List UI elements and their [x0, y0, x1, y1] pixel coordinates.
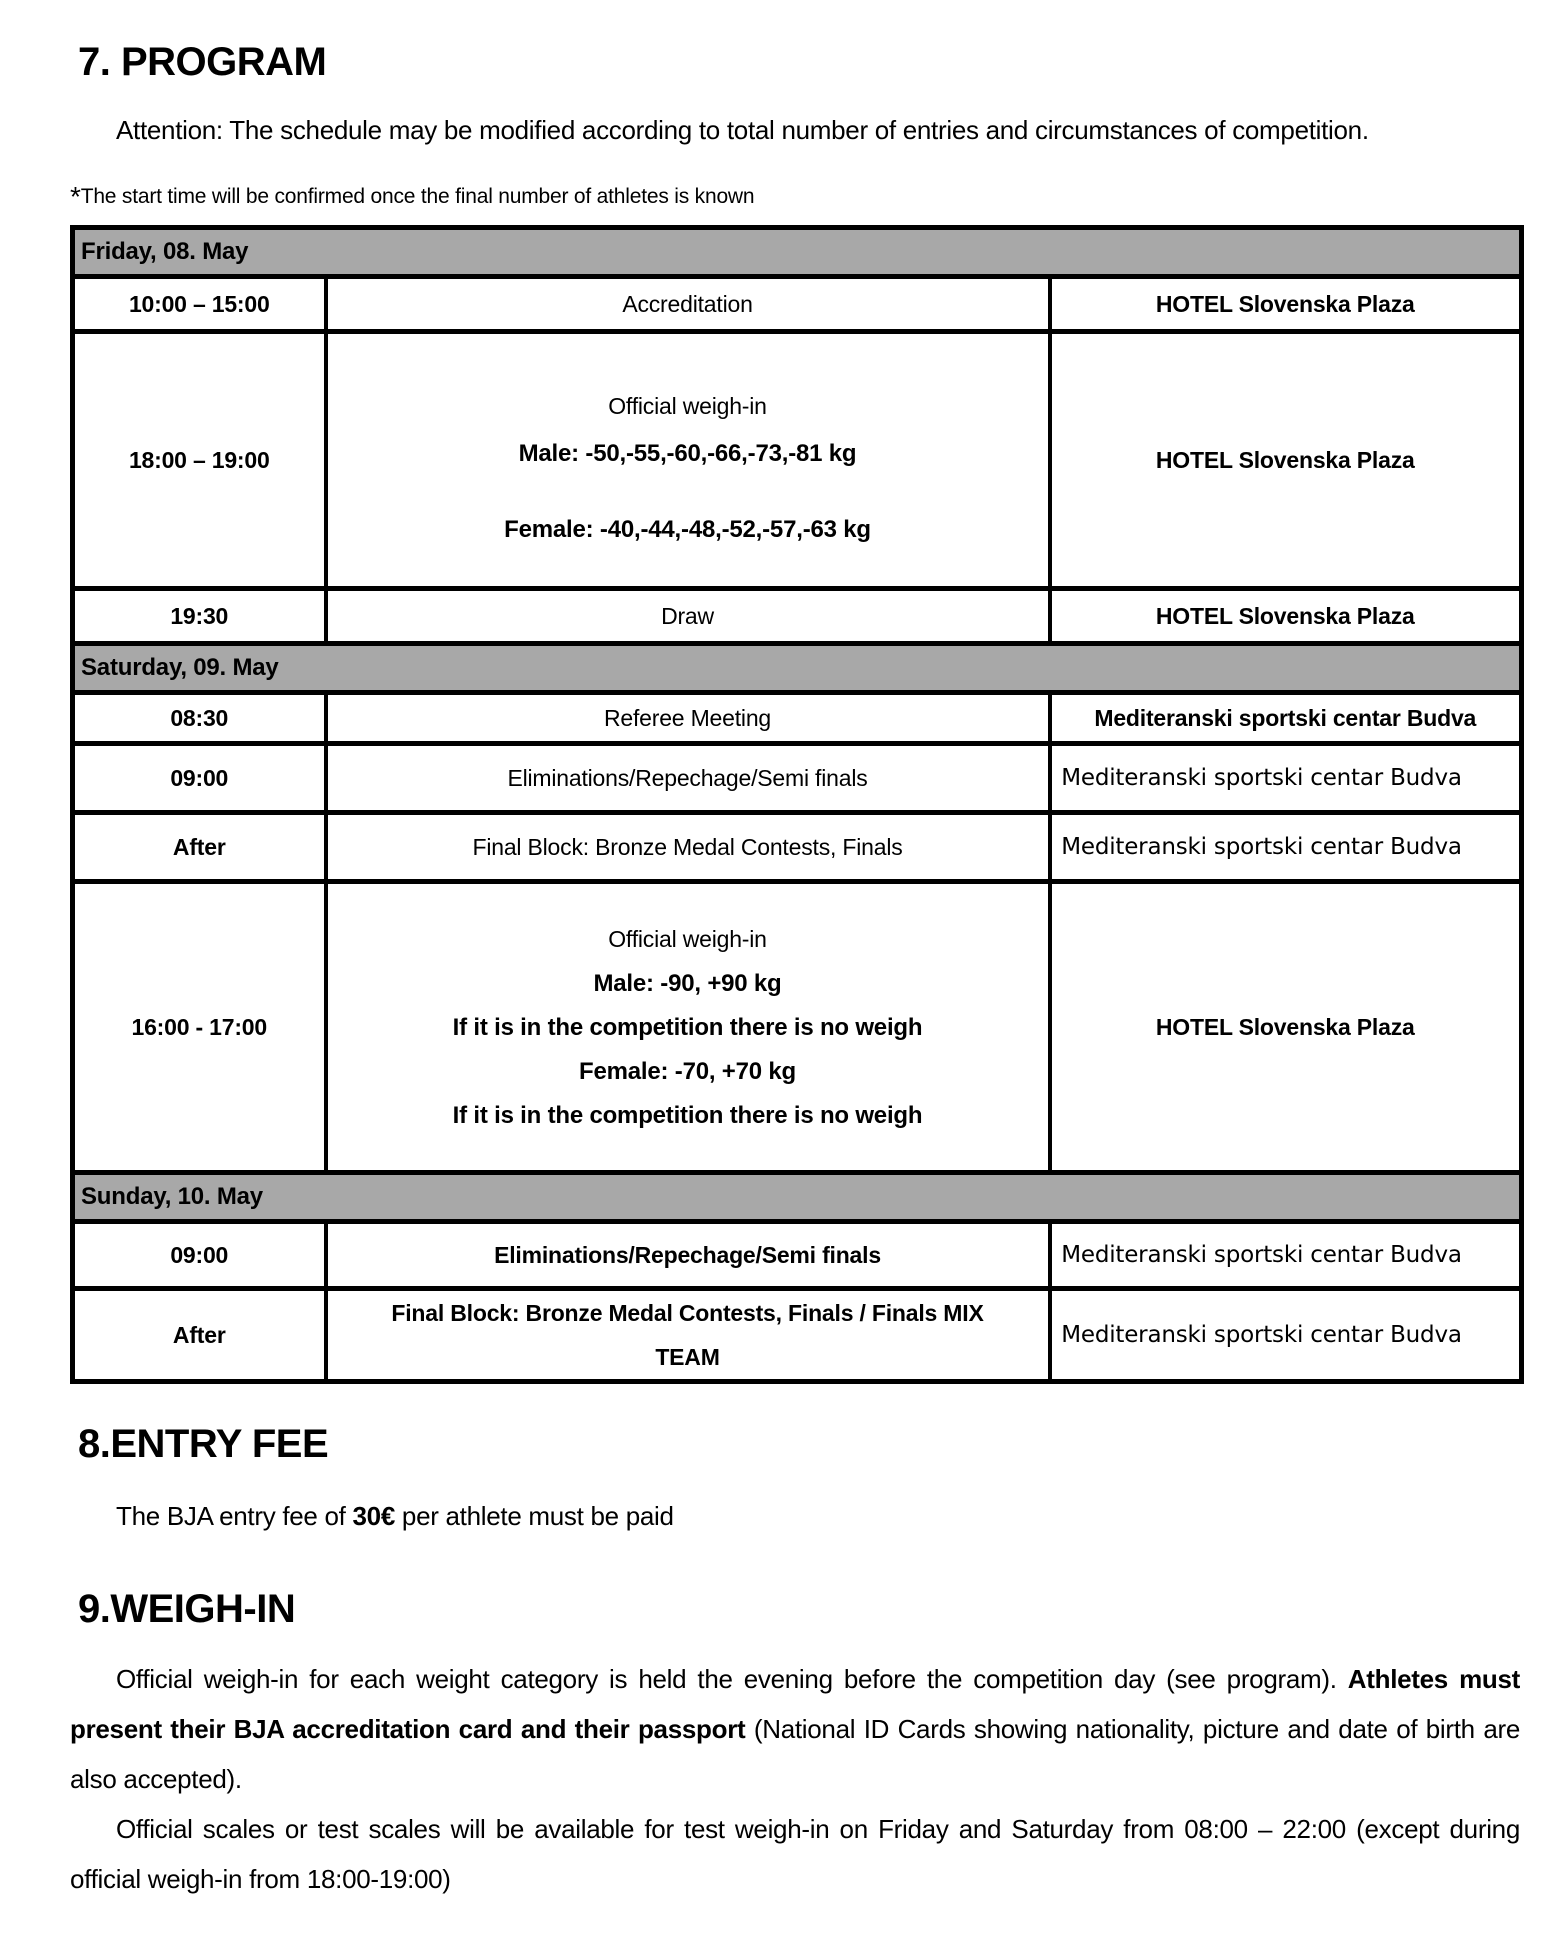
attention-paragraph: Attention: The schedule may be modified according to total number of entries and circumstances of competition.: [116, 115, 1369, 145]
table-row: [73, 882, 1522, 1173]
location-cell: [1050, 1289, 1522, 1382]
program-heading: 7. PROGRAM: [78, 40, 327, 84]
event-line: Female: -40,-44,-48,-52,-57,-63 kg: [504, 516, 871, 543]
table-row: [73, 1289, 1522, 1382]
entry-fee-heading: 8.ENTRY FEE: [78, 1422, 329, 1466]
day-header-label: Sunday, 10. May: [73, 1173, 1522, 1222]
weigh-in-text-post: (National ID Cards showing nationality, picture and date of birth are also accepted).: [70, 1714, 1520, 1794]
time-cell: 09:00: [73, 744, 326, 813]
location-cell: [1050, 813, 1522, 882]
event-cell: Referee Meeting: [326, 693, 1050, 744]
event-cell: Eliminations/Repechage/Semi finals: [326, 1222, 1050, 1289]
event-line: Final Block: Bronze Medal Contests, Finals / Finals MIX: [391, 1300, 984, 1326]
scales-paragraph: Official scales or test scales will be available for test weigh-in on Friday and Saturday from 08:00 – 22:00 (except during official weigh-in from 18:00-19:00): [70, 1814, 1520, 1894]
table-row: [73, 813, 1522, 882]
location-text: Mediteranski sportski centar Budva: [1061, 764, 1462, 791]
entry-fee-text-pre: The BJA entry fee of: [116, 1501, 353, 1531]
day-header-label: Saturday, 09. May: [73, 644, 1522, 693]
event-cell: Draw: [326, 589, 1050, 644]
day-header-sunday: [73, 1173, 1522, 1222]
table-row: [73, 744, 1522, 813]
time-cell: 16:00 - 17:00: [73, 882, 326, 1173]
table-row: [73, 693, 1522, 744]
time-cell: 09:00: [73, 1222, 326, 1289]
location-cell: Mediteranski sportski centar Budva: [1050, 693, 1522, 744]
table-row: [73, 277, 1522, 332]
weigh-in-paragraph: [70, 1654, 1520, 1804]
entry-fee-paragraph: [70, 1491, 1520, 1541]
event-line: Male: -50,-55,-60,-66,-73,-81 kg: [518, 440, 857, 467]
table-row: [73, 1222, 1522, 1289]
weigh-in-bold-text: Athletes must present their BJA accreditation card and their passport: [70, 1664, 1520, 1744]
time-cell: 19:30: [73, 589, 326, 644]
event-line: If it is in the competition there is no weigh: [452, 1013, 923, 1041]
footnote-asterisk: *: [70, 181, 81, 212]
location-cell: HOTEL Slovenska Plaza: [1050, 277, 1522, 332]
program-schedule-table: [70, 225, 1524, 1384]
location-text: Mediteranski sportski centar Budva: [1061, 1321, 1462, 1348]
location-cell: [1050, 744, 1522, 813]
entry-fee-amount: 30€: [352, 1501, 395, 1531]
event-line: TEAM: [655, 1344, 720, 1370]
event-line: Official weigh-in: [608, 925, 767, 952]
event-cell: [326, 882, 1050, 1173]
day-header-friday: [73, 228, 1522, 277]
entry-fee-text-post: per athlete must be paid: [394, 1501, 674, 1531]
location-cell: HOTEL Slovenska Plaza: [1050, 332, 1522, 589]
event-line: Female: -70, +70 kg: [579, 1057, 796, 1085]
location-text: Mediteranski sportski centar Budva: [1061, 833, 1462, 860]
time-cell: After: [73, 1289, 326, 1382]
location-cell: [1050, 1222, 1522, 1289]
location-cell: HOTEL Slovenska Plaza: [1050, 589, 1522, 644]
event-line: If it is in the competition there is no weigh: [452, 1101, 923, 1129]
event-cell: Accreditation: [326, 277, 1050, 332]
day-header-label: Friday, 08. May: [73, 228, 1522, 277]
event-cell: [326, 332, 1050, 589]
event-cell: [326, 1289, 1050, 1382]
table-row: [73, 589, 1522, 644]
footnote-text: The start time will be confirmed once the final number of athletes is known: [80, 185, 755, 208]
location-cell: HOTEL Slovenska Plaza: [1050, 882, 1522, 1173]
start-time-footnote: [70, 181, 1520, 213]
time-cell: 10:00 – 15:00: [73, 277, 326, 332]
location-text: Mediteranski sportski centar Budva: [1061, 1241, 1462, 1268]
time-cell: 18:00 – 19:00: [73, 332, 326, 589]
time-cell: 08:30: [73, 693, 326, 744]
event-cell: Eliminations/Repechage/Semi finals: [326, 744, 1050, 813]
table-row: [73, 332, 1522, 589]
weigh-in-text-pre: Official weigh-in for each weight category is held the evening before the competition day (see program).: [116, 1664, 1348, 1694]
event-line: Male: -90, +90 kg: [593, 969, 782, 997]
day-header-saturday: [73, 644, 1522, 693]
weigh-in-heading: 9.WEIGH-IN: [78, 1587, 296, 1631]
event-cell: Final Block: Bronze Medal Contests, Finals: [326, 813, 1050, 882]
time-cell: After: [73, 813, 326, 882]
event-line: Official weigh-in: [608, 393, 767, 419]
